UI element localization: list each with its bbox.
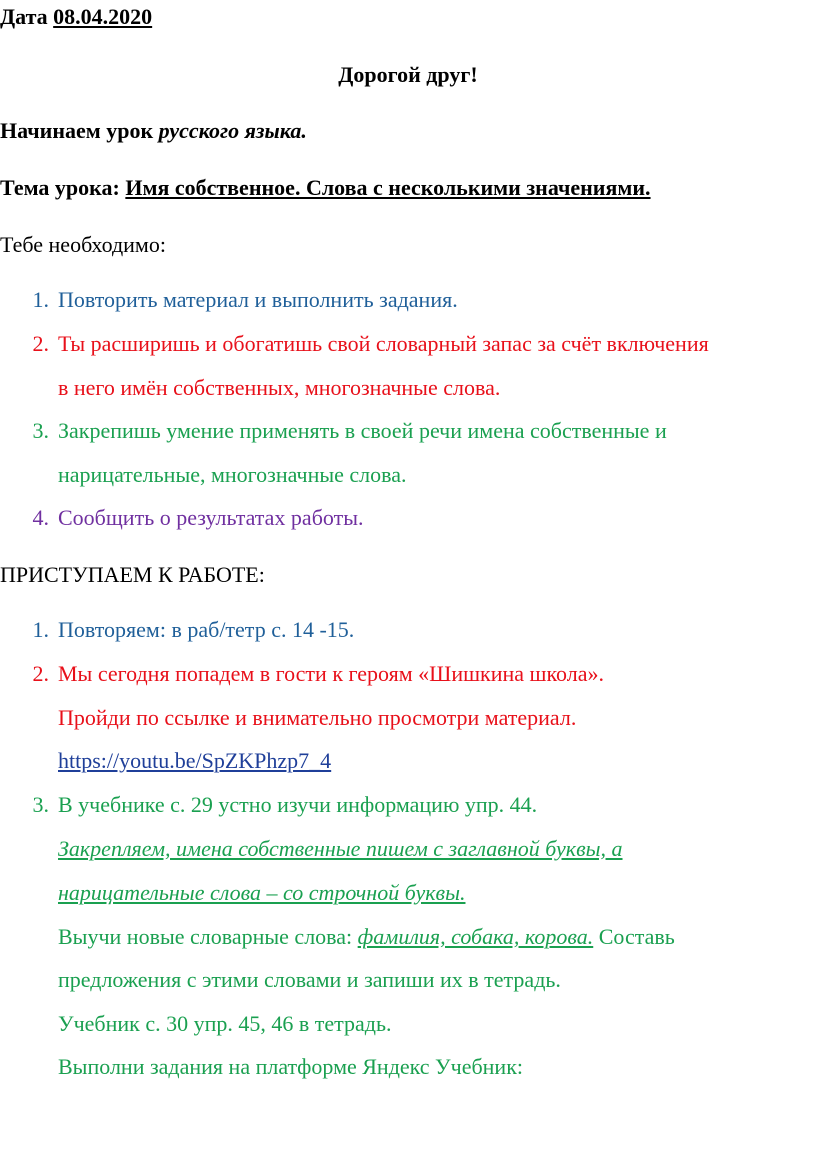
goal-2-text-line1: Ты расширишь и обогатишь свой словарный запас за счёт включения bbox=[58, 331, 709, 356]
lesson-subject: русского языка. bbox=[158, 118, 307, 143]
goal-3-number: 3. bbox=[32, 418, 49, 443]
vocab-words: фамилия, собака, корова. bbox=[357, 924, 594, 949]
goal-2-text-line2: в него имён собственных, многозначные слова. bbox=[58, 375, 501, 400]
rule-line1: Закрепляем, имена собственные пишем с заглавной буквы, а bbox=[58, 836, 623, 861]
goal-3-text-line2: нарицательные, многозначные слова. bbox=[58, 462, 407, 487]
step-1-text: Повторяем: в раб/тетр с. 14 -15. bbox=[58, 617, 355, 642]
step-2-line2: Пройди по ссылке и внимательно просмотри материал. bbox=[58, 705, 577, 730]
topic-value: Имя собственное. Слова с несколькими значениями. bbox=[125, 175, 651, 200]
date-label: Дата bbox=[0, 4, 48, 29]
goal-4-number: 4. bbox=[32, 505, 49, 530]
topic-line bbox=[0, 175, 651, 201]
step-1-number: 1. bbox=[32, 617, 49, 642]
goal-4-text: Сообщить о результатах работы. bbox=[58, 505, 364, 530]
step-3-line1: В учебнике с. 29 устно изучи информацию упр. 44. bbox=[58, 792, 538, 817]
step-2-number: 2. bbox=[32, 661, 49, 686]
date-value: 08.04.2020 bbox=[53, 4, 153, 29]
goal-1-text: Повторить материал и выполнить задания. bbox=[58, 287, 458, 312]
goal-3-text-line1: Закрепишь умение применять в своей речи имена собственные и bbox=[58, 418, 667, 443]
intro-text: Тебе необходимо: bbox=[0, 232, 166, 257]
lesson-line bbox=[0, 118, 307, 144]
greeting: Дорогой друг! bbox=[338, 62, 478, 87]
textbook-line: Учебник с. 30 упр. 45, 46 в тетрадь. bbox=[58, 1011, 392, 1036]
lesson-prefix: Начинаем урок bbox=[0, 118, 154, 143]
step-3-number: 3. bbox=[32, 792, 49, 817]
vocab-line bbox=[58, 924, 675, 950]
date-line bbox=[0, 4, 152, 30]
rule-line2: нарицательные слова – со строчной буквы. bbox=[58, 880, 466, 905]
step-2-line1: Мы сегодня попадем в гости к героям «Шишкина школа». bbox=[58, 661, 605, 686]
sentences-line: предложения с этими словами и запиши их в тетрадь. bbox=[58, 967, 561, 992]
step-2-link-line bbox=[58, 748, 331, 774]
vocab-prefix: Выучи новые словарные слова: bbox=[58, 924, 353, 949]
platform-line: Выполни задания на платформе Яндекс Учебник: bbox=[58, 1054, 524, 1079]
video-link[interactable]: https://youtu.be/SpZKPhzp7_4 bbox=[58, 748, 332, 773]
topic-label: Тема урока: bbox=[0, 175, 120, 200]
vocab-suffix: Составь bbox=[598, 924, 675, 949]
goal-1-number: 1. bbox=[32, 287, 49, 312]
goal-2-number: 2. bbox=[32, 331, 49, 356]
work-heading: ПРИСТУПАЕМ К РАБОТЕ: bbox=[0, 562, 265, 587]
